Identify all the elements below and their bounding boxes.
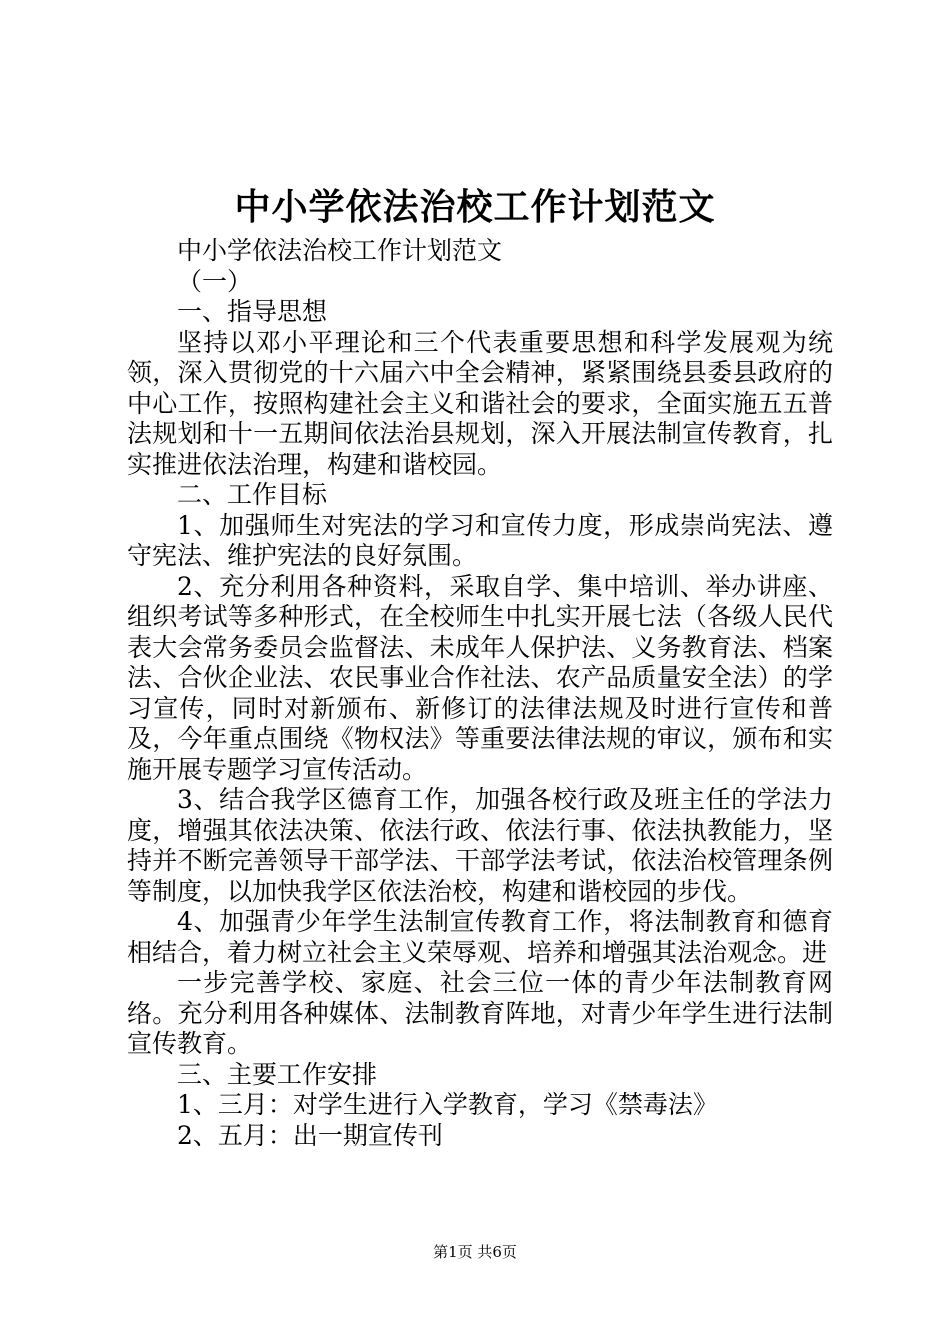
page-title: 中小学依法治校工作计划范文 [234,186,716,228]
goal-item-2: 2、充分利用各种资料，采取自学、集中培训、举办讲座、组织考试等多种形式，在全校师生中扎实开展七法（各级人民代表大会常务委员会监督法、未成年人保护法、义务教育法、档案法、合伙企业法、农民事业合作社法、农产品质量安全法）的学习宣传，同时对新颁布、新修订的法律法规及时进行宣传和普及，今年重点围绕《物权法》等重要法律法规的审议，颁布和实施开展专题学习宣传活动。 [127,571,833,784]
arrangement-item-1: 1、三月：对学生进行入学教育，学习《禁毒法》 [177,1090,718,1119]
goal-item-4: 4、加强青少年学生法制宣传教育工作，将法制教育和德育相结合，着力树立社会主义荣辱观、培养和增强其法治观念。进 [127,907,833,967]
heading-guiding-ideology: 一、指导思想 [177,297,328,326]
subtitle-paragraph: 中小学依法治校工作计划范文 [177,236,503,265]
body-paragraph: 一步完善学校、家庭、社会三位一体的青少年法制教育网络。充分利用各种媒体、法制教育阵地，对青少年学生进行法制宣传教育。 [127,968,833,1058]
section-number-paragraph: （一） [177,266,253,296]
page-footer: 第1页 共6页 [433,1243,517,1261]
body-paragraph: 坚持以邓小平理论和三个代表重要思想和科学发展观为统领，深入贯彻党的十六届六中全会精神，紧紧围绕县委县政府的中心工作，按照构建社会主义和谐社会的要求，全面实施五五普法规划和十一五期间依法治县规划，深入开展法制宣传教育，扎实推进依法治理，构建和谐校园。 [127,327,833,479]
goal-item-3: 3、结合我学区德育工作，加强各校行政及班主任的学法力度，增强其依法决策、依法行政、依法行事、依法执教能力，坚持并不断完善领导干部学法、干部学法考试，依法治校管理条例等制度，以加快我学区依法治校，构建和谐校园的步伐。 [127,785,833,906]
arrangement-item-2: 2、五月：出一期宣传刊 [177,1120,443,1150]
heading-work-arrangement: 三、主要工作安排 [177,1059,378,1089]
document-body [127,236,833,1151]
heading-work-goals: 二、工作目标 [177,480,328,509]
goal-item-1: 1、加强师生对宪法的学习和宣传力度，形成崇尚宪法、遵守宪法、维护宪法的良好氛围。 [127,510,833,570]
